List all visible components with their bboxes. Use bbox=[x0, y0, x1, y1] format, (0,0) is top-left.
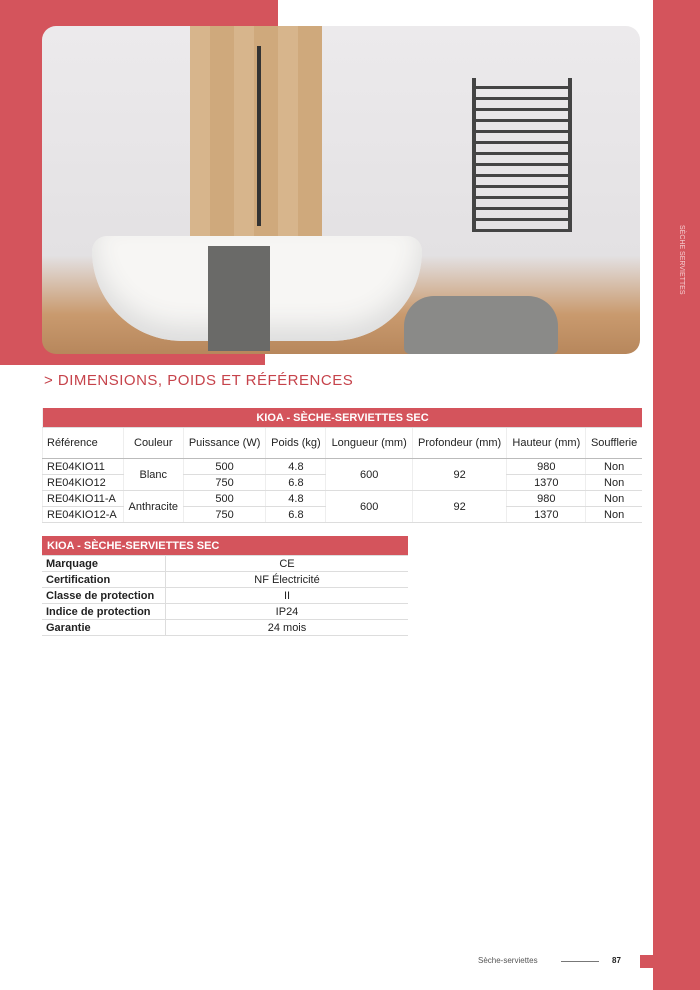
cell: 92 bbox=[412, 459, 507, 491]
cell: 1370 bbox=[507, 507, 586, 523]
cell: 6.8 bbox=[266, 475, 326, 491]
cell: Certification bbox=[42, 572, 166, 588]
cell: Non bbox=[586, 475, 642, 491]
col-header: Longueur (mm) bbox=[326, 428, 412, 459]
col-header: Poids (kg) bbox=[266, 428, 326, 459]
table-row bbox=[42, 588, 408, 604]
cell: RE04KIO11 bbox=[43, 459, 124, 475]
table-title: KIOA - SÈCHE-SERVIETTES SEC bbox=[42, 536, 408, 556]
table-row bbox=[42, 572, 408, 588]
cell: 750 bbox=[183, 475, 266, 491]
cell: RE04KIO12 bbox=[43, 475, 124, 491]
cell: Non bbox=[586, 459, 642, 475]
cell: RE04KIO12-A bbox=[43, 507, 124, 523]
cell: RE04KIO11-A bbox=[43, 491, 124, 507]
table-row bbox=[42, 604, 408, 620]
side-label: SÈCHE SERVIETTES bbox=[678, 225, 685, 295]
specs-table bbox=[42, 536, 408, 636]
cell: NF Électricité bbox=[166, 572, 409, 588]
cell: Indice de protection bbox=[42, 604, 166, 620]
cell: 4.8 bbox=[266, 491, 326, 507]
cell: 24 mois bbox=[166, 620, 409, 636]
cell: Non bbox=[586, 507, 642, 523]
table-row bbox=[42, 556, 408, 572]
section-title: > DIMENSIONS, POIDS ET RÉFÉRENCES bbox=[44, 372, 354, 389]
cell: Blanc bbox=[123, 459, 183, 491]
cell: 4.8 bbox=[266, 459, 326, 475]
cell: 1370 bbox=[507, 475, 586, 491]
cell: 750 bbox=[183, 507, 266, 523]
decor-block bbox=[265, 0, 278, 26]
footer-divider bbox=[561, 961, 599, 962]
cell: Marquage bbox=[42, 556, 166, 572]
cell: 980 bbox=[507, 491, 586, 507]
cell: CE bbox=[166, 556, 409, 572]
product-photo bbox=[42, 26, 640, 354]
col-header: Référence bbox=[43, 428, 124, 459]
cell: 600 bbox=[326, 459, 412, 491]
cell: Anthracite bbox=[123, 491, 183, 523]
cell: 92 bbox=[412, 491, 507, 523]
cell: Garantie bbox=[42, 620, 166, 636]
footer-tab bbox=[640, 955, 653, 968]
col-header: Profondeur (mm) bbox=[412, 428, 507, 459]
cell: Classe de protection bbox=[42, 588, 166, 604]
cell: II bbox=[166, 588, 409, 604]
col-header: Couleur bbox=[123, 428, 183, 459]
cell: IP24 bbox=[166, 604, 409, 620]
page-number: 87 bbox=[612, 956, 621, 965]
dimensions-table bbox=[42, 408, 642, 523]
cell: 6.8 bbox=[266, 507, 326, 523]
cell: 980 bbox=[507, 459, 586, 475]
footer-section: Sèche-serviettes bbox=[478, 956, 538, 965]
cell: 500 bbox=[183, 491, 266, 507]
side-tab bbox=[653, 0, 700, 990]
col-header: Hauteur (mm) bbox=[507, 428, 586, 459]
cell: Non bbox=[586, 491, 642, 507]
table-row bbox=[43, 491, 643, 507]
cell: 500 bbox=[183, 459, 266, 475]
table-row bbox=[42, 620, 408, 636]
col-header: Soufflerie bbox=[586, 428, 642, 459]
col-header: Puissance (W) bbox=[183, 428, 266, 459]
table-row bbox=[43, 459, 643, 475]
table-title: KIOA - SÈCHE-SERVIETTES SEC bbox=[43, 408, 643, 428]
cell: 600 bbox=[326, 491, 412, 523]
